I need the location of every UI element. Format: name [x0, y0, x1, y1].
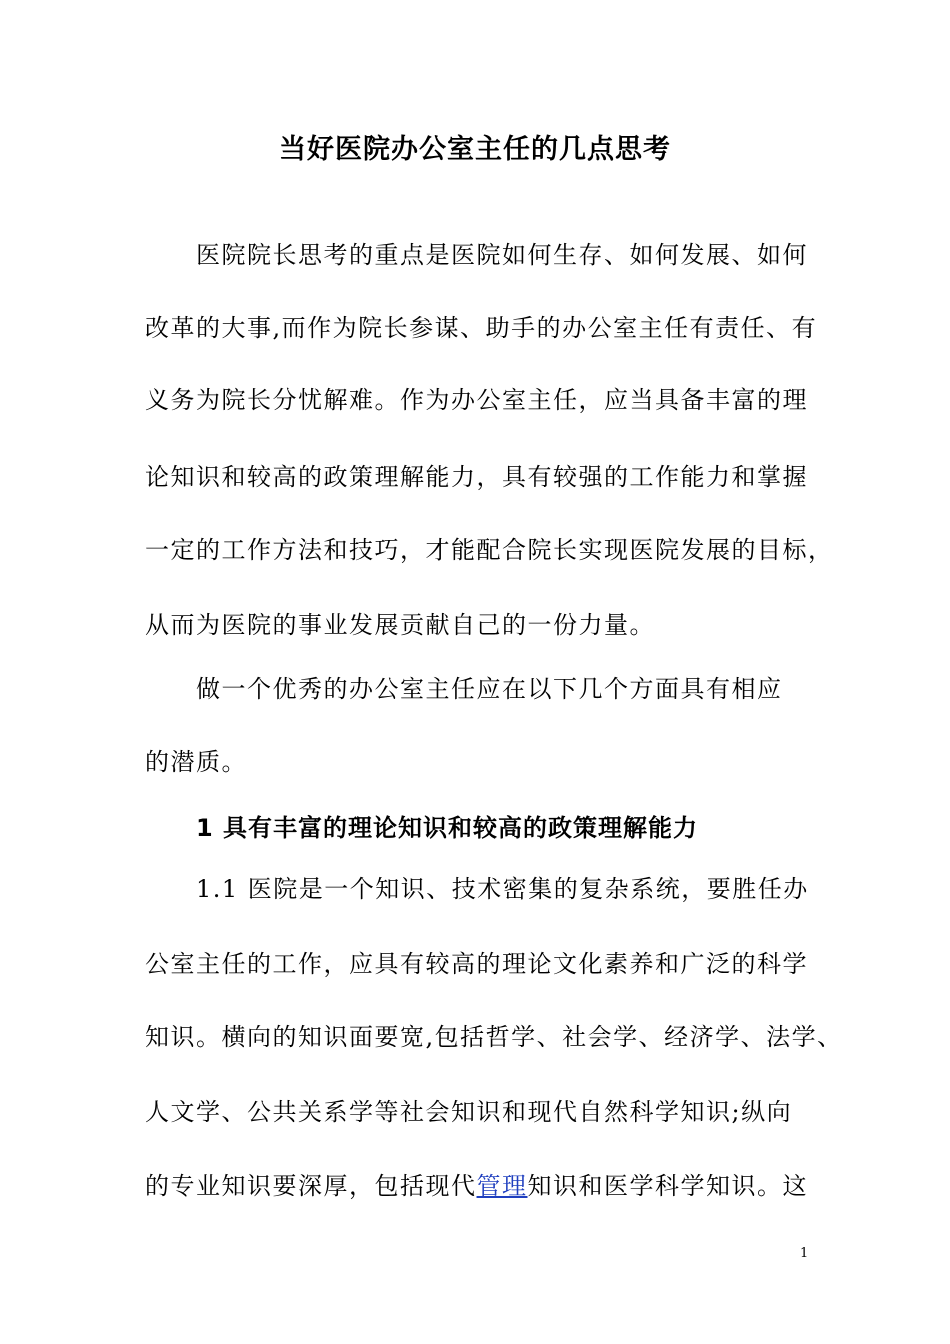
paragraph-1-line-3: 义务为院长分忧解难。作为办公室主任，应当具备丰富的理: [145, 386, 808, 414]
paragraph-3-line-5-text-before: 的专业知识要深厚，包括现代: [145, 1172, 477, 1200]
section-1-heading: 1 具有丰富的理论知识和较高的政策理解能力: [196, 814, 699, 842]
paragraph-3-line-1: 1.1 医院是一个知识、技术密集的复杂系统，要胜任办: [196, 875, 809, 903]
paragraph-3-line-3: 知识。横向的知识面要宽,包括哲学、社会学、经济学、法学、: [145, 1023, 843, 1051]
document-title: 当好医院办公室主任的几点思考: [279, 134, 671, 165]
management-link[interactable]: 管理: [476, 1172, 528, 1200]
paragraph-3-line-5: [145, 1168, 808, 1204]
paragraph-3-line-2: 公室主任的工作，应具有较高的理论文化素养和广泛的科学: [145, 950, 808, 978]
paragraph-3-line-5-text-after: 知识和医学科学知识。这: [527, 1172, 808, 1200]
paragraph-2-line-2: 的潜质。: [145, 748, 247, 776]
paragraph-1-line-5: 一定的工作方法和技巧，才能配合院长实现医院发展的目标，: [145, 536, 834, 564]
paragraph-1-line-6: 从而为医院的事业发展贡献自己的一份力量。: [145, 611, 655, 639]
paragraph-1-line-2: 改革的大事,而作为院长参谋、助手的办公室主任有责任、有: [145, 314, 818, 342]
paragraph-2-line-1: 做一个优秀的办公室主任应在以下几个方面具有相应: [196, 675, 783, 703]
paragraph-1-line-1: 医院院长思考的重点是医院如何生存、如何发展、如何: [196, 241, 808, 269]
paragraph-1-line-4: 论知识和较高的政策理解能力，具有较强的工作能力和掌握: [145, 463, 808, 491]
page-number: 1: [800, 1246, 809, 1261]
paragraph-3-line-4: 人文学、公共关系学等社会知识和现代自然科学知识;纵向: [145, 1098, 793, 1126]
